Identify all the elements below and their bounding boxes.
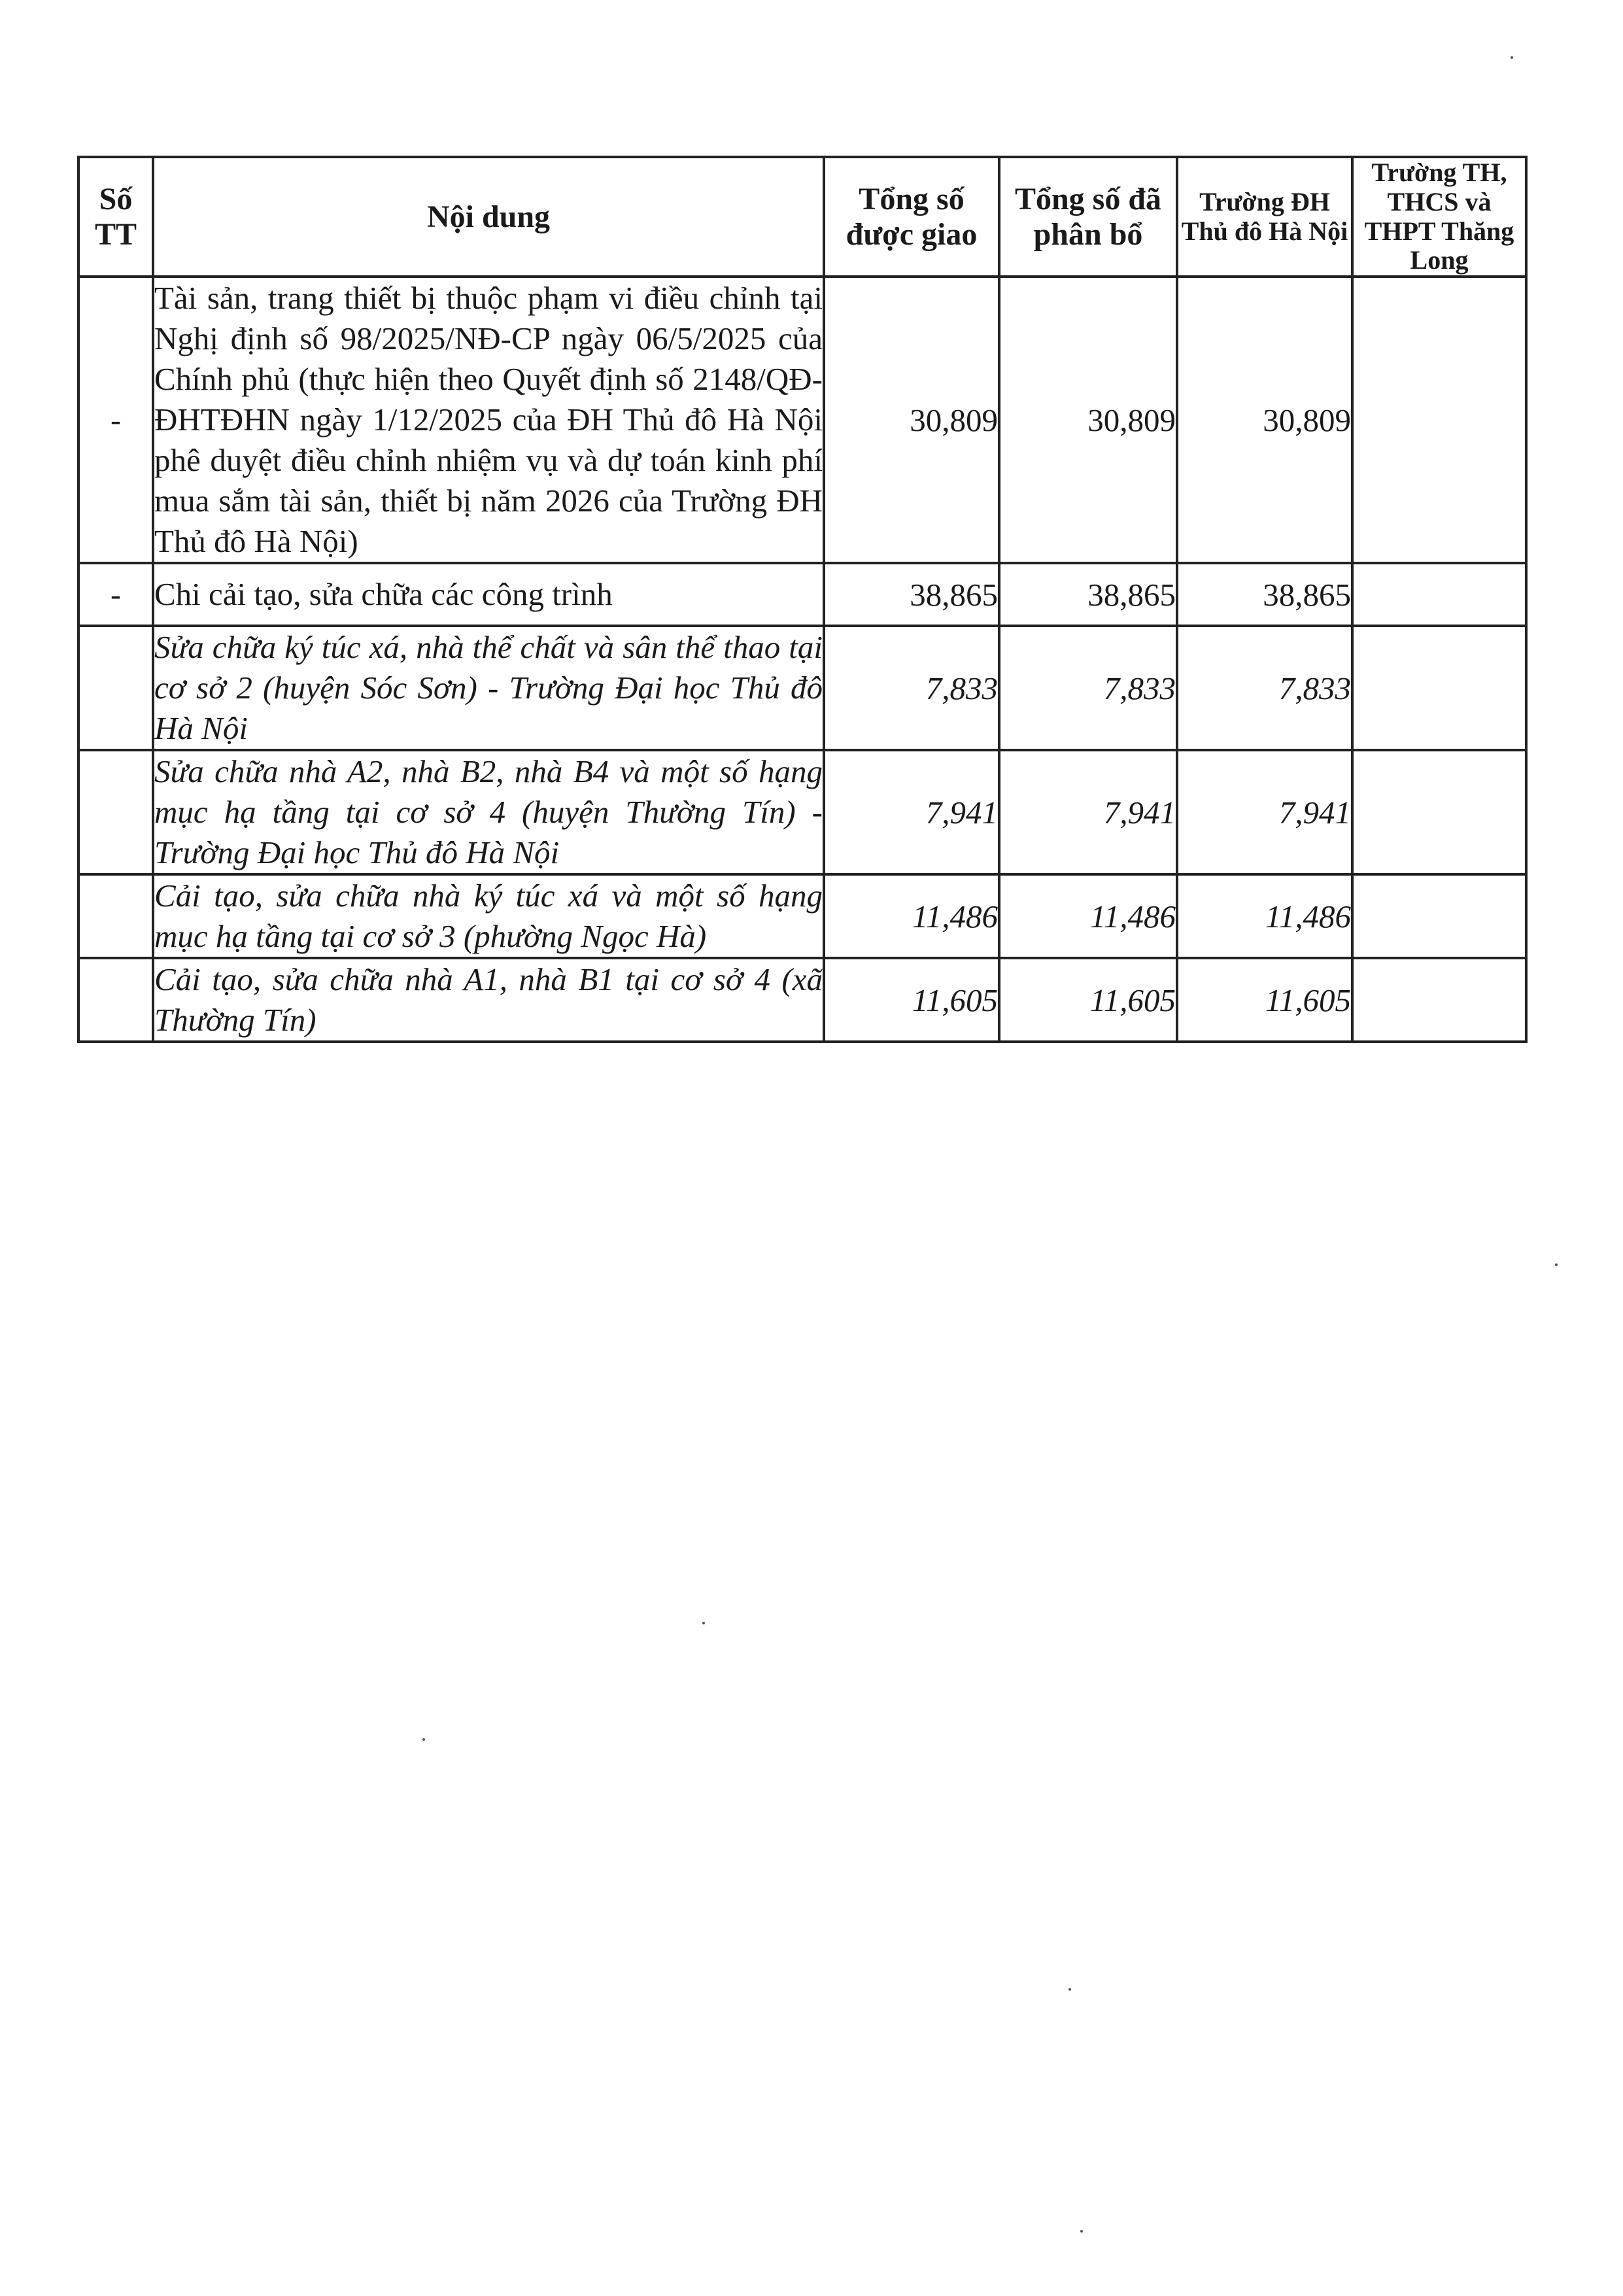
row-stt bbox=[78, 958, 153, 1042]
scan-speck bbox=[1511, 56, 1513, 59]
row-hnue: 30,809 bbox=[1177, 277, 1352, 563]
row-hnue: 7,833 bbox=[1177, 626, 1352, 750]
scan-speck bbox=[1555, 1263, 1558, 1266]
row-assigned: 11,486 bbox=[824, 874, 999, 958]
allocation-table bbox=[77, 156, 1528, 1043]
header-stt: Số TT bbox=[78, 157, 153, 277]
header-hnue: Trường ĐH Thủ đô Hà Nội bbox=[1177, 157, 1352, 277]
header-allocated: Tổng số đã phân bổ bbox=[999, 157, 1177, 277]
row-thanglong bbox=[1352, 958, 1526, 1042]
row-stt: - bbox=[78, 563, 153, 626]
scan-speck bbox=[702, 1622, 705, 1624]
row-thanglong bbox=[1352, 626, 1526, 750]
table-row bbox=[78, 277, 1526, 563]
row-assigned: 7,833 bbox=[824, 626, 999, 750]
row-thanglong bbox=[1352, 874, 1526, 958]
table-row bbox=[78, 750, 1526, 874]
row-assigned: 7,941 bbox=[824, 750, 999, 874]
scan-speck bbox=[1080, 2230, 1083, 2233]
row-thanglong bbox=[1352, 750, 1526, 874]
row-allocated: 11,605 bbox=[999, 958, 1177, 1042]
row-allocated: 7,833 bbox=[999, 626, 1177, 750]
row-hnue: 11,486 bbox=[1177, 874, 1352, 958]
row-content: Chi cải tạo, sửa chữa các công trình bbox=[153, 563, 824, 626]
row-content: Sửa chữa ký túc xá, nhà thể chất và sân thể thao tại cơ sở 2 (huyện Sóc Sơn) - Trường Đại học Thủ đô Hà Nội bbox=[153, 626, 824, 750]
row-assigned: 38,865 bbox=[824, 563, 999, 626]
row-content: Cải tạo, sửa chữa nhà A1, nhà B1 tại cơ sở 4 (xã Thường Tín) bbox=[153, 958, 824, 1042]
scan-speck bbox=[1068, 1988, 1071, 1991]
row-thanglong bbox=[1352, 563, 1526, 626]
row-thanglong bbox=[1352, 277, 1526, 563]
table-row bbox=[78, 874, 1526, 958]
row-stt bbox=[78, 626, 153, 750]
row-allocated: 38,865 bbox=[999, 563, 1177, 626]
row-hnue: 11,605 bbox=[1177, 958, 1352, 1042]
row-assigned: 30,809 bbox=[824, 277, 999, 563]
table-row bbox=[78, 958, 1526, 1042]
row-stt bbox=[78, 874, 153, 958]
row-allocated: 30,809 bbox=[999, 277, 1177, 563]
header-thanglong: Trường TH, THCS và THPT Thăng Long bbox=[1352, 157, 1526, 277]
table-header-row bbox=[78, 157, 1526, 277]
header-assigned: Tổng số được giao bbox=[824, 157, 999, 277]
row-allocated: 11,486 bbox=[999, 874, 1177, 958]
row-allocated: 7,941 bbox=[999, 750, 1177, 874]
table-row bbox=[78, 626, 1526, 750]
row-assigned: 11,605 bbox=[824, 958, 999, 1042]
row-hnue: 38,865 bbox=[1177, 563, 1352, 626]
row-content: Sửa chữa nhà A2, nhà B2, nhà B4 và một số hạng mục hạ tầng tại cơ sở 4 (huyện Thường Tín) - Trường Đại học Thủ đô Hà Nội bbox=[153, 750, 824, 874]
scan-speck bbox=[422, 1738, 425, 1741]
row-content: Cải tạo, sửa chữa nhà ký túc xá và một số hạng mục hạ tầng tại cơ sở 3 (phường Ngọc Hà) bbox=[153, 874, 824, 958]
row-stt bbox=[78, 750, 153, 874]
row-content: Tài sản, trang thiết bị thuộc phạm vi điều chỉnh tại Nghị định số 98/2025/NĐ-CP ngày 06/5/2025 của Chính phủ (thực hiện theo Quyết định số 2148/QĐ-ĐHTĐHN ngày 1/12/2025 của ĐH Thủ đô Hà Nội phê duyệt điều chỉnh nhiệm vụ và dự toán kinh phí mua sắm tài sản, thiết bị năm 2026 của Trường ĐH Thủ đô Hà Nội) bbox=[153, 277, 824, 563]
table-row bbox=[78, 563, 1526, 626]
row-stt: - bbox=[78, 277, 153, 563]
row-hnue: 7,941 bbox=[1177, 750, 1352, 874]
header-content: Nội dung bbox=[153, 157, 824, 277]
